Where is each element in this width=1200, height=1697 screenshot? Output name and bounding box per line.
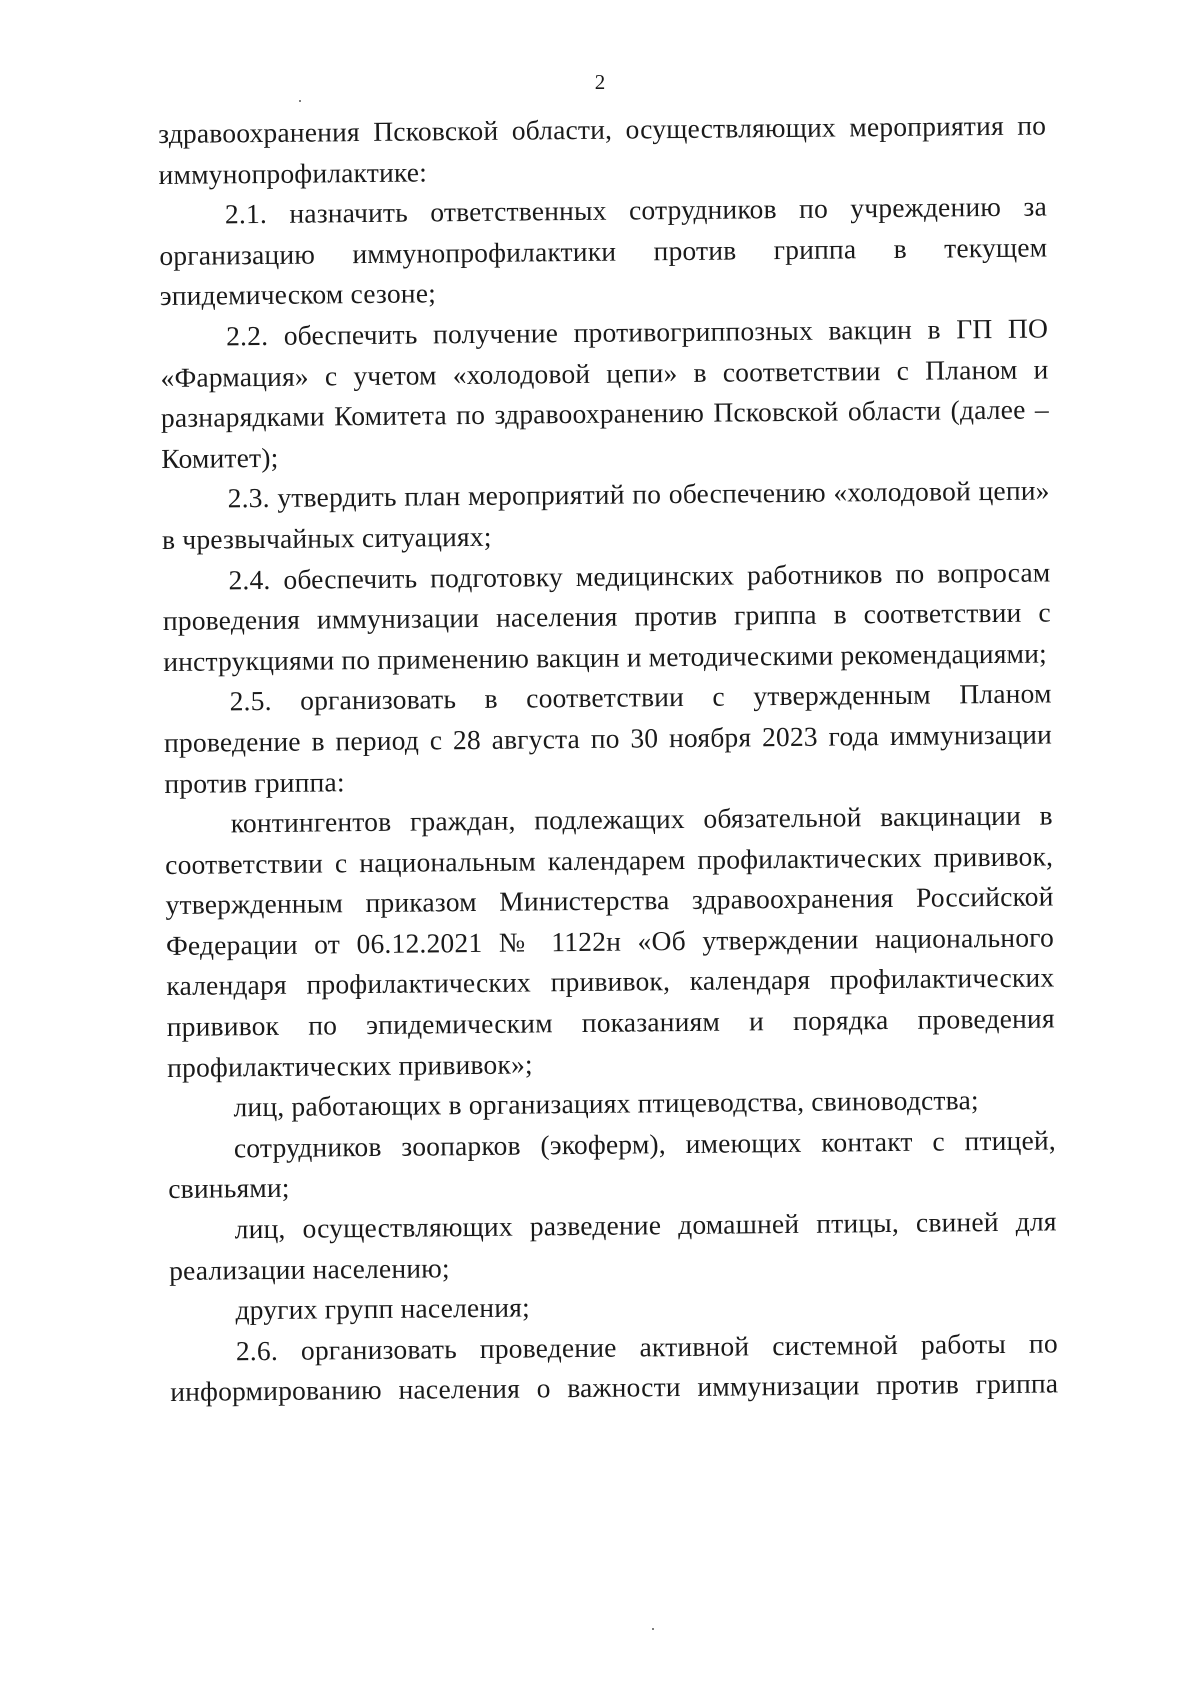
paragraph-2-4: 2.4. обеспечить подготовку медицинских работников по вопросам проведения иммунизации населения против гриппа в соответствии с инструкциями по применению вакцин и методическими рекомендациями; <box>162 555 1051 677</box>
paragraph-breeders: лиц, осуществляющих разведение домашней птицы, свиней для реализации населению; <box>168 1205 1057 1286</box>
document-body <box>158 105 1058 1412</box>
paragraph-zoo-staff: сотрудников зоопарков (экоферм), имеющих контакт с птицей, свиньями; <box>168 1124 1057 1205</box>
paragraph-2-6: 2.6. организовать проведение активной системной работы по информированию населения о важности иммунизации против гриппа <box>170 1327 1059 1408</box>
paragraph-intro: здравоохранения Псковской области, осуществляющих мероприятия по иммунопрофилактике: <box>158 109 1047 190</box>
paragraph-other-groups: других групп населения; <box>235 1291 531 1326</box>
paragraph-2-1: 2.1. назначить ответственных сотрудников по учреждению за организацию иммунопрофилактики против гриппа в текущем эпидемическом сезоне; <box>159 190 1048 312</box>
paragraph-poultry-workers: лиц, работающих в организациях птицеводства, свиноводства; <box>233 1084 979 1123</box>
paragraph-2-2: 2.2. обеспечить получение противогриппозных вакцин в ГП ПО «Фармация» с учетом «холодовой цепи» в соответствии с Планом и разнарядками Комитета по здравоохранению Псковской области (далее – Комитет); <box>160 312 1050 474</box>
paragraph-2-5: 2.5. организовать в соответствии с утвержденным Планом проведение в период с 28 августа по 30 ноября 2023 года иммунизации против гриппа: <box>163 677 1053 799</box>
paragraph-contingents: контингентов граждан, подлежащих обязательной вакцинации в соответствии с национальным календарем профилактических прививок, утвержденным приказом Министерства здравоохранения Российской Федерации от 06.12.2021 № 1122н «Об утверждении национального календаря профилактических прививок, календаря профилактических прививок по эпидемическим показаниям и порядка проведения профилактических прививок»; <box>165 799 1055 1083</box>
paragraph-2-3: 2.3. утвердить план мероприятий по обеспечению «холодовой цепи» в чрезвычайных ситуациях; <box>161 474 1050 555</box>
scan-speck <box>652 1628 654 1630</box>
page-number: 2 <box>594 70 606 94</box>
scan-speck <box>299 100 301 102</box>
